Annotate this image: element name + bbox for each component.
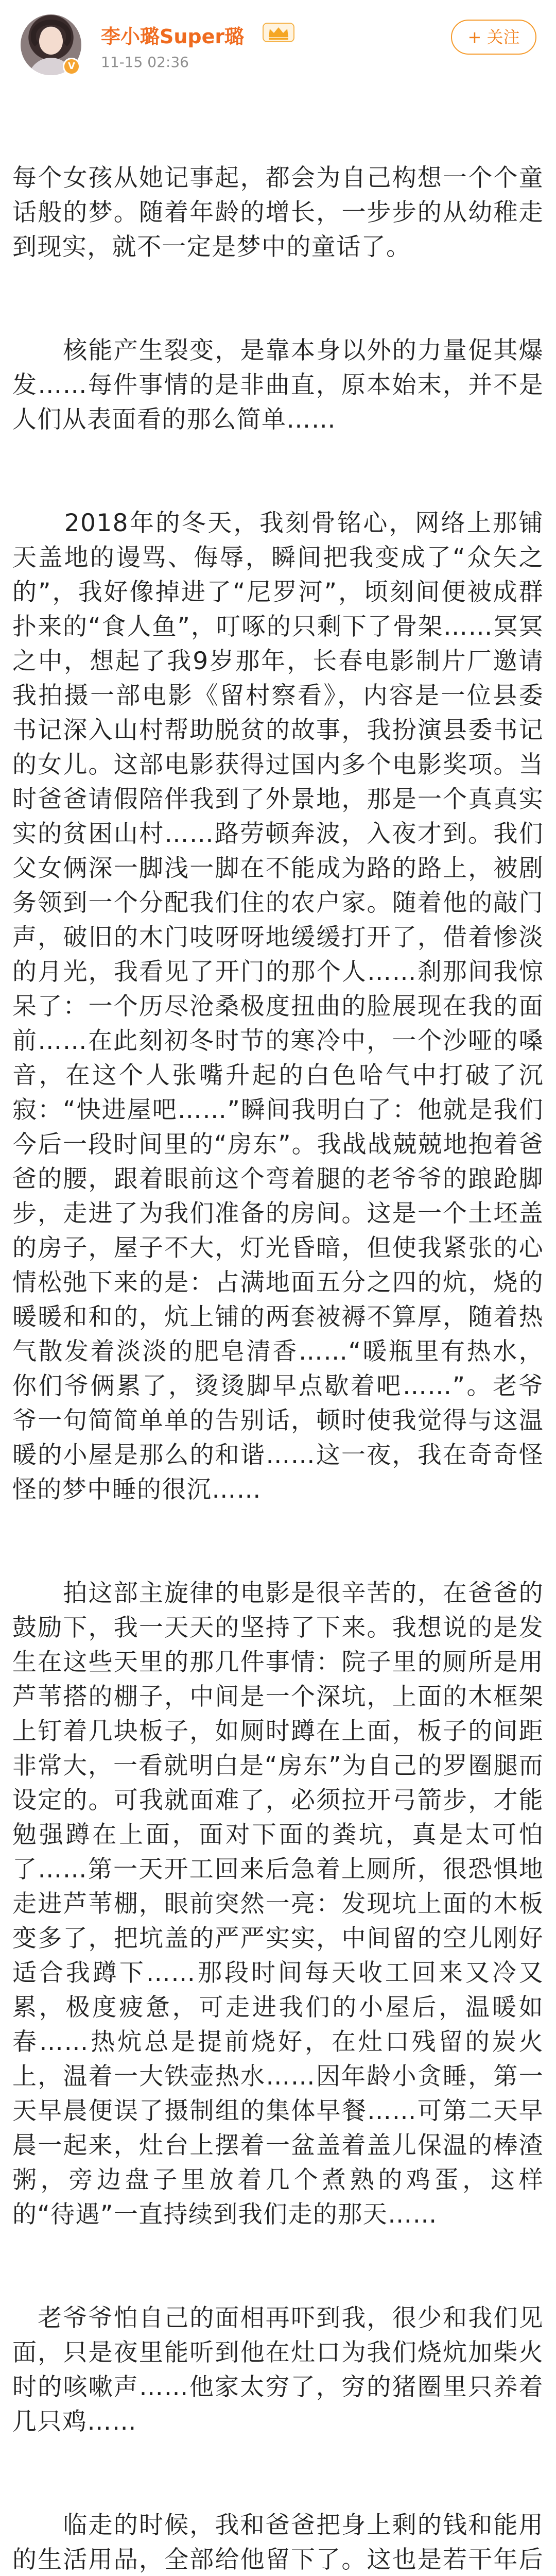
post-body — [12, 92, 544, 2576]
post-timestamp: 11-15 02:36 — [101, 54, 189, 71]
post-header — [0, 0, 556, 98]
avatar-hair-shape — [31, 20, 71, 50]
crown-icon — [263, 23, 294, 42]
post-paragraph: 2018年的冬天，我刻骨铭心，网络上那铺天盖地的谩骂、侮辱，瞬间把我变成了“众矢之的”，我好像掉进了“尼罗河”，顷刻间便被成群扑来的“食人鱼”，叮啄的只剩下了骨架……冥冥之中，想起了我9岁那年，长春电影制片厂邀请我拍摄一部电影《留村察看》，内容是一位县委书记深入山村帮助脱贫的故事，我扮演县委书记的女儿。这部电影获得过国内多个电影奖项。当时爸爸请假陪伴我到了外景地，那是一个真真实实的贫困山村……路劳顿奔波，入夜才到。我们父女俩深一脚浅一脚在不能成为路的路上，被剧务领到一个分配我们住的农户家。随着他的敲门声，破旧的木门吱呀呀地缓缓打开了，借着惨淡的月光，我看见了开门的那个人……刹那间我惊呆了：一个历尽沧桑极度扭曲的脸展现在我的面前……在此刻初冬时节的寒冷中，一个沙哑的嗓音，在这个人张嘴升起的白色哈气中打破了沉寂：“快进屋吧……”瞬间我明白了：他就是我们今后一段时间里的“房东”。我战战兢兢地抱着爸爸的腰，跟着眼前这个弯着腿的老爷爷的踉跄脚步，走进了为我们准备的房间。这是一个土坯盖的房子，屋子不大，灯光昏暗，但使我紧张的心情松弛下来的是：占满地面五分之四的炕，烧的暖暖和和的，炕上铺的两套被褥不算厚，随着热气散发着淡淡的肥皂清香……“暖瓶里有热水，你们爷俩累了，烫烫脚早点歇着吧……”。老爷爷一句简简单单的告别话，顿时使我觉得与这温暖的小屋是那么的和谐……这一夜，我在奇奇怪怪的梦中睡的很沉…… — [12, 509, 544, 1504]
post-paragraph: 临走的时候，我和爸爸把身上剩的钱和能用的生活用品，全部给他留下了。这也是若干年后 — [12, 2511, 544, 2574]
post-paragraph: 老爷爷怕自己的面相再吓到我，很少和我们见面，只是夜里能听到他在灶口为我们烧炕加柴火时的咳嗽声……他家太穷了，穷的猪圈里只养着几只鸡…… — [12, 2304, 544, 2436]
follow-button[interactable]: + 关注 — [451, 20, 536, 55]
post-paragraph: 每个女孩从她记事起，都会为自己构想一个个童话般的梦。随着年龄的增长，一步步的从幼稚走到现实，就不一定是梦中的童话了。 — [12, 164, 544, 261]
post-paragraph: 拍这部主旋律的电影是很辛苦的，在爸爸的鼓励下，我一天天的坚持了下来。我想说的是发生在这些天里的那几件事情：院子里的厕所是用芦苇搭的棚子，中间是一个深坑，上面的木框架上钉着几块板子，如厕时蹲在上面，板子的间距非常大，一看就明白是“房东”为自己的罗圈腿而设定的。可我就面难了，必须拉开弓箭步，才能勉强蹲在上面，面对下面的粪坑，真是太可怕了……第一天开工回来后急着上厕所，很恐惧地走进芦苇棚，眼前突然一亮：发现坑上面的木板变多了，把坑盖的严严实实，中间留的空儿刚好适合我蹲下……那段时间每天收工回来又冷又累，极度疲惫，可走进我们的小屋后，温暖如春……热炕总是提前烧好，在灶口残留的炭火上，温着一大铁壶热水……因年龄小贪睡，第一天早晨便误了摄制组的集体早餐……可第二天早晨一起来，灶台上摆着一盆盖着盖儿保温的棒渣粥，旁边盘子里放着几个煮熟的鸡蛋，这样的“待遇”一直持续到我们走的那天…… — [12, 1579, 544, 2229]
verified-badge-icon: V — [63, 58, 80, 75]
post-paragraph: 核能产生裂变，是靠本身以外的力量促其爆发……每件事情的是非曲直，原本始末，并不是人们从表面看的那么简单…… — [12, 336, 544, 434]
author-username[interactable]: 李小璐Super璐 — [101, 25, 245, 48]
